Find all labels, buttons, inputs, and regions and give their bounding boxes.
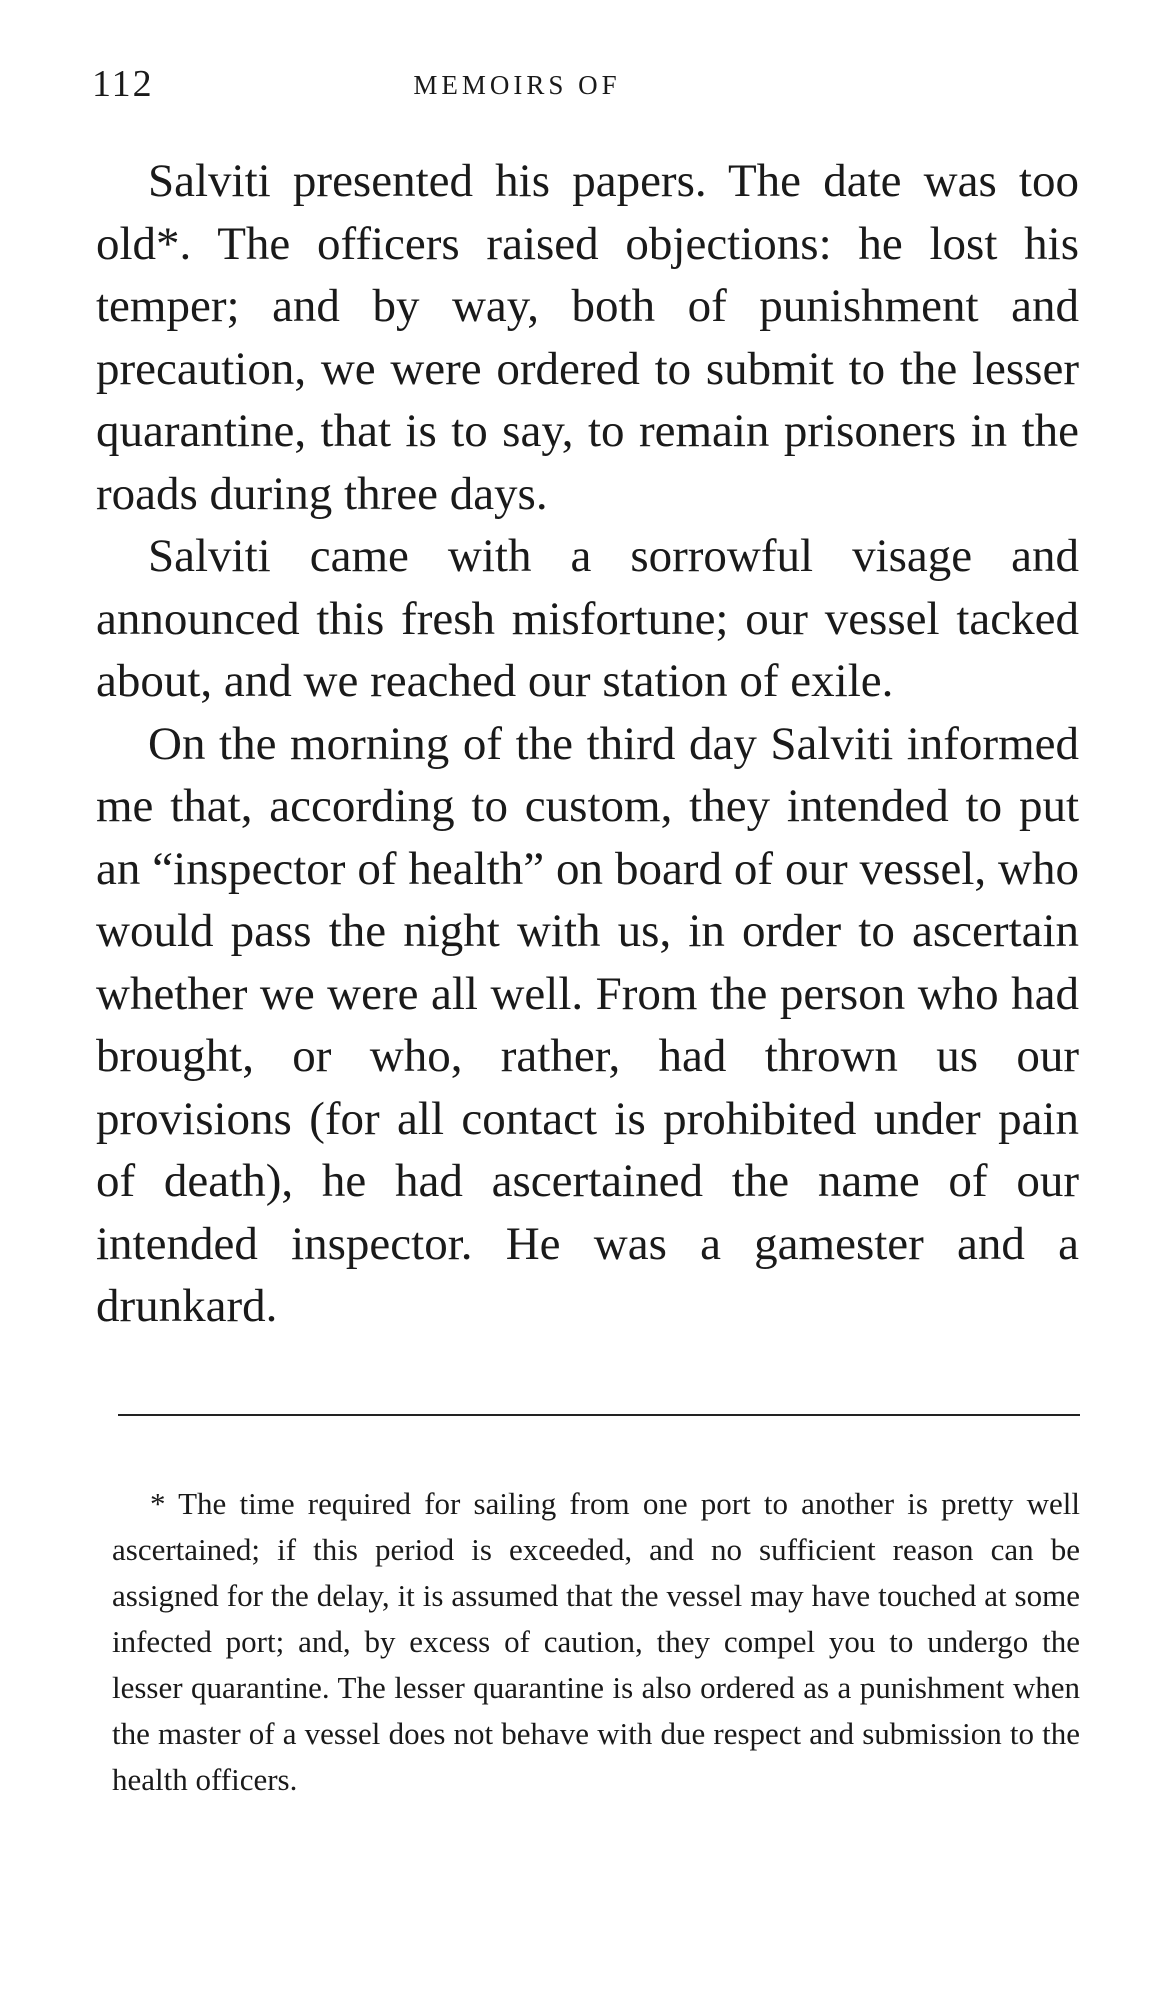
running-title: MEMOIRS OF xyxy=(413,70,621,100)
page-number: 112 xyxy=(92,63,154,105)
footnote: * The time required for sailing from one port to another is pretty well ascertained; if this period is exceeded, and no sufficient reason can be assigned for the delay, it is assumed that the vessel may have touched at some infected port; and, by excess of caution, they compel you to undergo the lesser quarantine. The lesser quarantine is also ordered as a punishment when the master of a vessel does not behave with due respect and submission to the health officers. xyxy=(112,1486,1080,1797)
paragraph-1: Salviti presented his papers. The date was too old*. The officers raised objections: he lost his temper; and by way, both of punishment and precaution, we were ordered to submit to the lesser quarantine, that is to say, to remain prisoners in the roads during three days. xyxy=(96,155,1079,520)
page-header xyxy=(92,62,1092,112)
paragraph-2: Salviti came with a sorrowful visage and announced this fresh misfortune; our vessel tacked about, and we reached our station of exile. xyxy=(96,530,1079,707)
paragraph-3: On the morning of the third day Salviti informed me that, according to custom, they intended to put an “inspector of health” on board of our vessel, who would pass the night with us, in order to ascertain whether we were all well. From the person who had brought, or who, rather, had thrown us our provisions (for all contact is prohibited under pain of death), he had ascertained the name of our intended inspector. He was a gamester and a drunkard. xyxy=(96,717,1079,1332)
main-text xyxy=(96,150,1079,1338)
footnote-divider xyxy=(118,1414,1080,1416)
